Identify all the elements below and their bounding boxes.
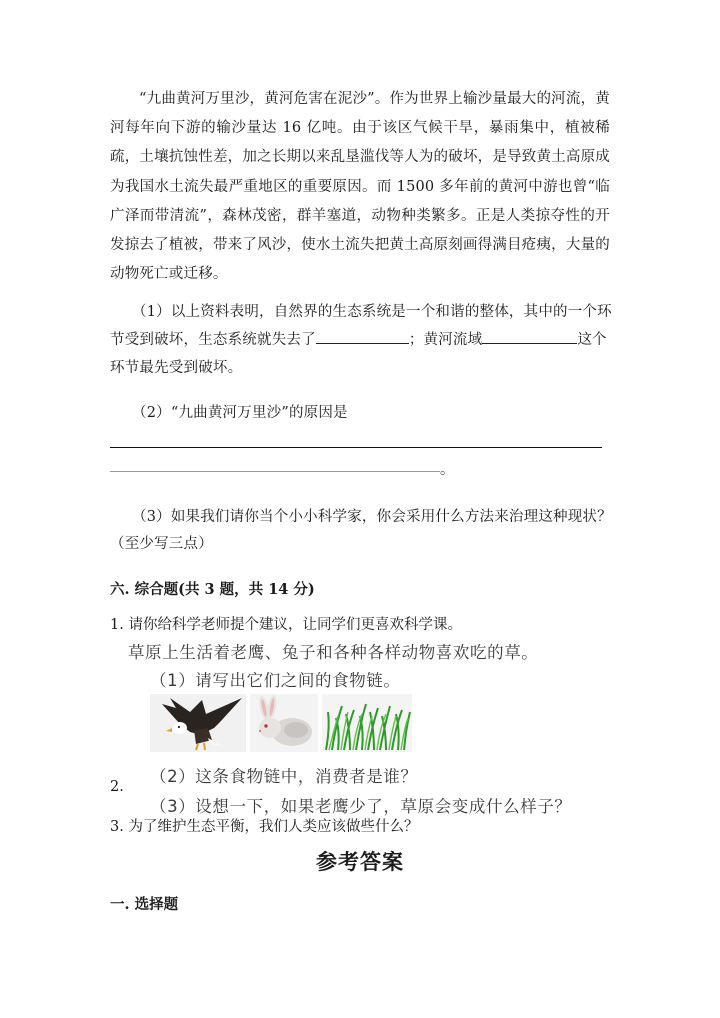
- section-6-heading: 六. 综合题(共 3 题，共 14 分): [110, 581, 315, 598]
- food-chain-image: [128, 636, 572, 821]
- image-intro-text: 草原上生活着老鹰、兔子和各种各样动物喜欢吃的草。: [128, 643, 539, 662]
- question-2-text: （2）“九曲黄河万里沙”的原因是: [132, 405, 348, 421]
- question-1-text-c: 这个: [577, 332, 607, 348]
- section-6-item-3: 3. 为了维护生态平衡，我们人类应该做些什么？: [110, 819, 419, 835]
- answers-section-1-heading: 一. 选择题: [110, 896, 179, 913]
- answer-line-1[interactable]: [110, 447, 602, 448]
- answer-blank-2[interactable]: [482, 329, 577, 344]
- passage-line: 带清流”，森林茂密，群羊塞道，动物种类繁多。正是人类掠夺性的开发掠去: [110, 207, 610, 254]
- food-chain-pictures: [150, 694, 412, 752]
- eagle-icon: [150, 694, 246, 752]
- grass-icon: [322, 694, 412, 752]
- question-1-line-2: [110, 326, 607, 355]
- answer-line-2[interactable]: [110, 471, 440, 472]
- passage-line: 河每年向下游的输沙量达 16 亿吨。由于该区气候干旱，暴雨集中，植被稀疏，: [110, 120, 610, 166]
- reading-passage: [110, 85, 610, 289]
- question-1-text-a: 节受到破坏，生态系统就失去了: [110, 332, 316, 348]
- section-6-item-1: 1. 请你给科学老师提个建议，让同学们更喜欢科学课。: [110, 617, 462, 633]
- question-2-end-mark: 。: [440, 462, 455, 478]
- question-1-line-1: （1）以上资料表明，自然界的生态系统是一个和谐的整体，其中的一个环: [132, 304, 612, 320]
- rabbit-icon: [250, 694, 318, 752]
- image-question-2: （2）这条食物链中，消费者是谁？: [150, 767, 418, 786]
- question-1-text-b: ；黄河流域: [408, 332, 483, 348]
- image-question-3: （3）设想一下，如果老鹰少了，草原会变成什么样子？: [150, 797, 572, 816]
- passage-line: 土壤抗蚀性差，加之长期以来乱垦滥伐等人为的破坏，是导致黄土高原成为我: [110, 149, 610, 195]
- section-6-item-2: 2.: [110, 779, 124, 795]
- image-question-1: （1）请写出它们之间的食物链。: [150, 671, 401, 690]
- passage-line: 国水土流失最严重地区的重要原因。而 1500 多年前的黄河中游也曾“临广泽而: [110, 178, 610, 224]
- question-3-line-2: （至少写三点）: [110, 536, 213, 552]
- answer-blank-1[interactable]: [316, 329, 409, 344]
- passage-line: 亡或迁移。: [154, 266, 228, 283]
- passage-line: 了植被，带来了风沙，使水土流失把黄土高原刻画得满目疮痍，大量的动物死: [110, 237, 610, 283]
- passage-line: “九曲黄河万里沙，黄河危害在泥沙”。作为世界上输沙量最大的河流，黄: [139, 91, 610, 107]
- answers-title: 参考答案: [316, 849, 404, 874]
- question-1-line-3: 环节最先受到破坏。: [110, 360, 243, 376]
- question-3-line-1: （3）如果我们请你当个小小科学家，你会采用什么方法来治理这种现状？: [132, 509, 612, 525]
